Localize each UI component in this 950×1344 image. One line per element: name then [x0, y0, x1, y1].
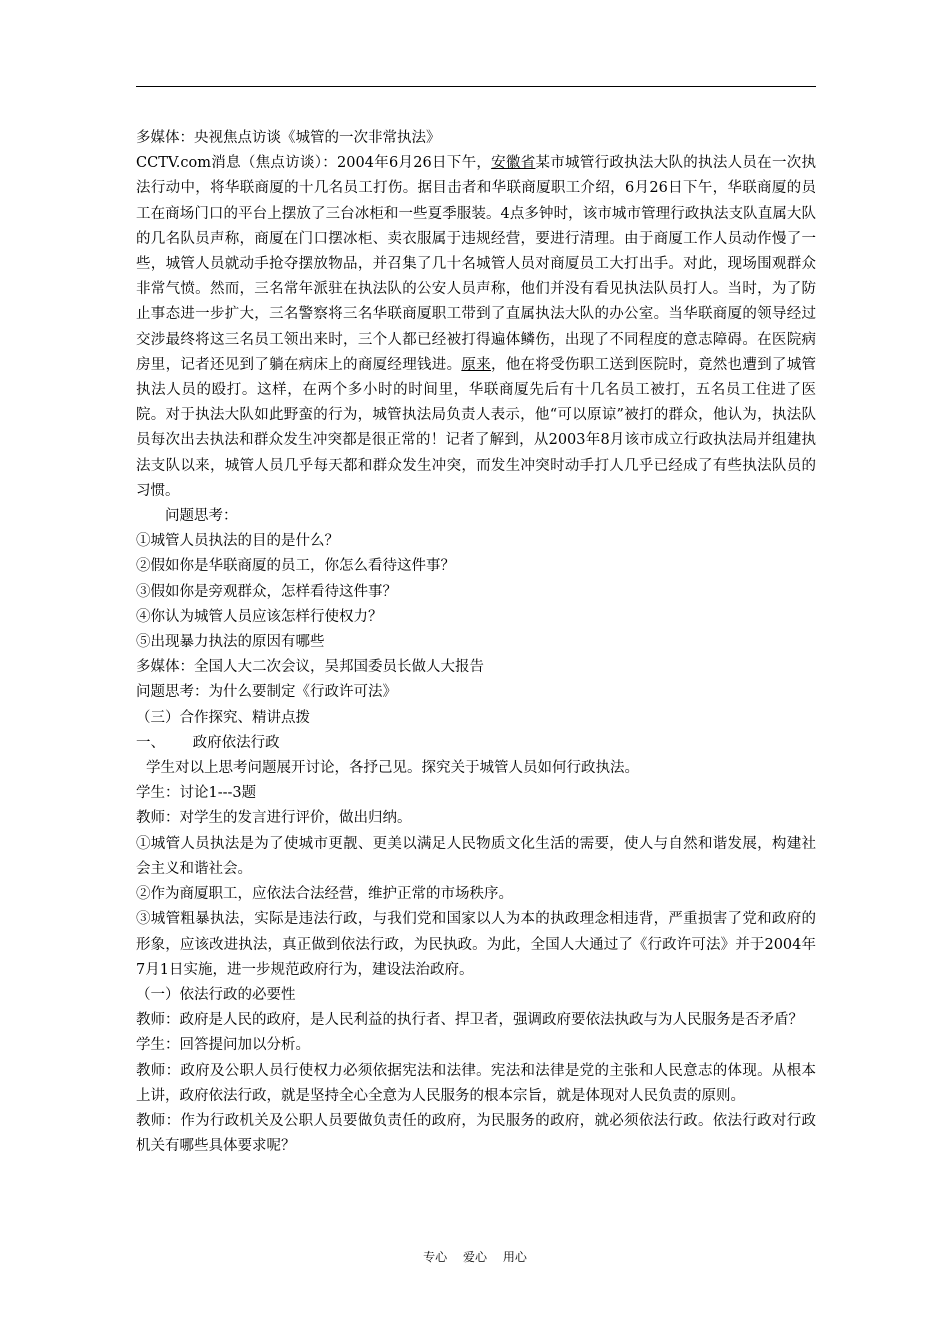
footer-item: 用心 [502, 1250, 527, 1264]
question-item: ③假如你是旁观群众，怎样看待这件事？ [136, 583, 397, 600]
question-item: ②假如你是华联商厦的员工，你怎么看待这件事？ [136, 558, 455, 575]
answer-item: ③城管粗暴执法，实际是违法行政，与我们党和国家以人为本的执政理念相违背，严重损害了党和政府的形象，应该改进执法，真正做到依法行政，为民执政。为此，全国人大通过了《行政许可法》并于2004年7月1日实施，进一步规范政府行为，建设法治政府。 [136, 911, 816, 978]
news-text-3: ，他在将受伤职工送到医院时，竟然也遭到了城管执法人员的殴打。这样，在两个多小时的时间里，华联商厦先后有十几名员工被打，五名员工住进了医院。对于执法大队如此野蛮的行为，城管执法局负责人表示，他“可以原谅”被打的群众，他认为，执法队员每次出去执法和群众发生冲突都是很正常的！记者了解到，从2003年8月该市成立行政执法局并组建执法支队以来，城管人员几乎每天都和群众发生冲突，而发生冲突时动手打人几乎已经成了有些执法队员的习惯。 [136, 356, 817, 499]
answer-item: ②作为商厦职工，应依法合法经营，维护正常的市场秩序。 [136, 886, 513, 903]
news-paragraph [136, 151, 816, 504]
section-one-heading: 一、 政府依法行政 [136, 734, 280, 751]
questions-heading: 问题思考： [165, 508, 238, 525]
subsection-heading-1: （一）依法行政的必要性 [136, 986, 296, 1003]
header-rule [136, 86, 816, 87]
page-footer [0, 1249, 950, 1265]
news-text-2: 某市城管行政执法大队的执法人员在一次执法行动中，将华联商厦的十几名员工打伤。据目击者和华联商厦职工介绍，6月26日下午，华联商厦的员工在商场门口的平台上摆放了三台冰柜和一些夏季服装。4点多钟时，该市城市管理行政执法支队直属大队的几名队员声称，商厦在门口摆冰柜、卖衣服属于违规经营，要进行清理。由于商厦工作人员动作慢了一些，城管人员就动手抢夺摆放物品，并召集了几十名城管人员对商厦员工大打出手。对此，现场围观群众非常气愤。然而，三名常年派驻在执法队的公安人员声称，他们并没有看见执法队员打人。当时，为了防止事态进一步扩大，三名警察将三名华联商厦职工带到了直属执法大队的办公室。当华联商厦的领导经过交涉最终将这三名员工领出来时，三个人都已经被打得遍体鳞伤，出现了不同程度的意志障碍。在医院病房里，记者还见到了躺在病床上的商厦经理钱进。 [136, 155, 817, 373]
student-line-2: 学生：回答提问加以分析。 [136, 1037, 310, 1054]
news-underlined-yuanlai: 原来 [461, 356, 491, 373]
news-underlined-province: 安徽省 [491, 155, 536, 172]
question-item: ⑤出现暴力执法的原因有哪些 [136, 634, 325, 651]
question-item: ①城管人员执法的目的是什么？ [136, 533, 339, 550]
question-item: ④你认为城管人员应该怎样行使权力？ [136, 608, 383, 625]
footer-item: 专心 [423, 1250, 448, 1264]
intro-paragraph: 学生对以上思考问题展开讨论，各抒己见。探究关于城管人员如何行政执法。 [146, 760, 639, 777]
student-line-1: 学生：讨论1---3题 [136, 785, 257, 802]
question2: 问题思考：为什么要制定《行政许可法》 [136, 684, 397, 701]
teacher-line-3: 教师：政府及公职人员行使权力必须依据宪法和法律。宪法和法律是党的主张和人民意志的体现。从根本上讲，政府依法行政，就是坚持全心全意为人民服务的根本宗旨，就是体现对人民负责的原则。 [136, 1062, 816, 1104]
footer-item: 爱心 [462, 1250, 487, 1264]
teacher-line-4: 教师：作为行政机关及公职人员要做负责任的政府，为民服务的政府，就必须依法行政。依法行政对行政机关有哪些具体要求呢？ [136, 1112, 816, 1155]
document-body [136, 126, 816, 1159]
answer-item: ①城管人员执法是为了使城市更靓、更美以满足人民物质文化生活的需要，使人与自然和谐发展，构建社会主义和谐社会。 [136, 835, 816, 877]
teacher-line-2: 教师：政府是人民的政府，是人民利益的执行者、捍卫者，强调政府要依法执政与为人民服务是否矛盾？ [136, 1012, 803, 1029]
news-text-1: CCTV.com消息（焦点访谈）：2004年6月26日下午， [136, 155, 492, 172]
teacher-line-1: 教师：对学生的发言进行评价，做出归纳。 [136, 810, 412, 827]
media2-title: 多媒体：全国人大二次会议，吴邦国委员长做人大报告 [136, 659, 484, 676]
section-heading-3: （三）合作探究、精讲点拨 [136, 709, 310, 726]
media1-title: 多媒体：央视焦点访谈《城管的一次非常执法》 [136, 130, 441, 146]
